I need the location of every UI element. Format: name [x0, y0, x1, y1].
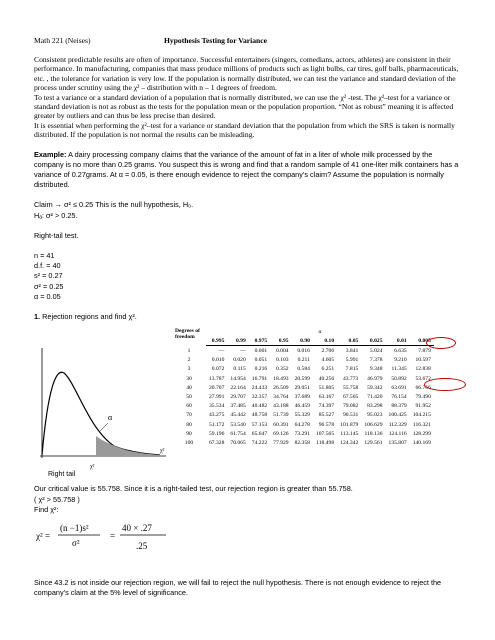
formula-denominator-value: .25 [136, 540, 148, 551]
table-cell: 0.010 [211, 357, 225, 364]
table-cell: 74.397 [318, 403, 335, 410]
table-cell: 50.892 [391, 375, 407, 382]
example-section [34, 150, 461, 191]
table-row [172, 365, 434, 374]
step-1 [34, 312, 461, 322]
table-cell: 27.991 [209, 394, 225, 401]
dof-cell: 50 [186, 394, 192, 401]
test-type: Right-tail test. [34, 230, 79, 240]
table-cell: 0.216 [254, 366, 268, 373]
table-cell: 95.023 [367, 412, 383, 419]
tail-label: Right tail [48, 471, 76, 479]
table-cell: 10.597 [415, 357, 431, 364]
chi-axis-label: χ² [160, 448, 165, 455]
step-text: Rejection regions and find χ². [40, 312, 137, 322]
chi-square-curve-diagram [34, 328, 174, 478]
table-cell: 129.561 [364, 439, 383, 446]
chi-square-table [172, 328, 434, 447]
table-cell: 6.635 [394, 348, 407, 355]
alpha-column-header: 0.05 [337, 336, 361, 346]
table-cell: 79.082 [342, 403, 359, 410]
conclusion: Since 43.2 is not inside our rejection region, we will fail to reject the null hypothesis. There is not enough evidence to reject the company’s claim at the 5% level of significance. [34, 577, 442, 598]
table-cell: 29.051 [294, 384, 310, 391]
table-cell: 43.188 [273, 403, 289, 410]
table-cell: 2.706 [321, 348, 335, 355]
table-cell: 60.391 [273, 421, 289, 428]
table-cell: 0.016 [297, 348, 310, 355]
table-cell: 83.298 [367, 403, 383, 410]
table-cell: 65.647 [251, 430, 268, 437]
find-chi-text: Find χ²: [34, 504, 59, 514]
table-cell: 79.490 [415, 394, 431, 401]
dof-cell: 80 [186, 421, 192, 428]
table-cell: 116.321 [412, 421, 431, 428]
table-cell: 106.629 [364, 421, 383, 428]
chi-critical-label: χ² [90, 464, 95, 471]
alpha-column-header: 0.995 [206, 336, 227, 346]
table-cell: 46.979 [367, 375, 383, 382]
table-cell: 4.605 [321, 357, 335, 364]
table-cell: 66.766 [415, 384, 431, 391]
table-cell: 12.838 [415, 366, 431, 373]
table-cell: 124.342 [340, 439, 359, 446]
table-cell: 53.540 [230, 421, 246, 428]
intro-paragraph-1: Consistent predictable results are often of importance. Successful entertainers (singers, comedians, actors, athletes) are consistent in their performance. In manufacturing, companies that mass produce millions of products such as light bulbs, car tires, golf balls, pharmaceuticals, etc. , the tolerance for variation is very low. If the population is normally distributed, we can test the variance and standard deviation of the process under scrutiny using the χ² – distribution with n – 1 degrees of freedom. [34, 55, 459, 93]
table-cell: 0.001 [254, 348, 268, 355]
rejection-region-text: ( χ² > 55.758 ) [34, 494, 80, 504]
table-header-row [172, 336, 434, 346]
table-cell: 9.210 [394, 357, 407, 364]
table-cell: 104.215 [412, 412, 431, 419]
alpha-column-header: 0.975 [249, 336, 270, 346]
table-cell: 91.952 [415, 403, 431, 410]
table-cell: 82.358 [294, 439, 310, 446]
table-cell: 51.805 [318, 384, 335, 391]
table-cell: 63.167 [318, 394, 335, 401]
dof-cell: 100 [184, 439, 194, 446]
table-row [172, 420, 434, 429]
alpha-pointer [100, 423, 108, 431]
table-cell: 63.691 [391, 384, 407, 391]
table-cell: 0.004 [275, 348, 289, 355]
intro-paragraph-2: To test a variance or a standard deviation of a population that is normally distributed, we can use the χ² -test. The χ²–test for a variance or standard deviation is not as robust as the tests for the population mean or the population proportion. “Not as robust” meaning it is affected greater by outliers and can thus be less precise than desired. [34, 92, 454, 121]
given-alpha: α = 0.05 [34, 291, 61, 301]
table-cell: 90.531 [342, 412, 359, 419]
table-cell: 70.065 [230, 439, 246, 446]
step-number: 1. [34, 312, 41, 322]
table-row [172, 346, 434, 356]
intro-paragraph-3: It is essential when performing the χ²–test for a variance or standard deviation that the population from which the SRS is taken is normally distributed. If the population is not normal the results can be misleading. [34, 120, 455, 140]
table-cell: 85.527 [318, 412, 335, 419]
critical-value-highlight [424, 378, 466, 391]
table-cell: 16.791 [251, 375, 268, 382]
table-cell: 5.024 [369, 348, 383, 355]
table-row [172, 356, 434, 365]
dof-cell: 3 [187, 366, 191, 373]
table-cell: 76.154 [391, 394, 407, 401]
table-cell: 5.991 [345, 357, 359, 364]
table-cell: 40.482 [251, 403, 268, 410]
table-cell: 24.433 [251, 384, 268, 391]
critical-value-text: Our critical value is 55.758. Since it is a right-tailed test, our rejection region is greater than 55.758. [34, 484, 353, 494]
table-cell: 113.145 [340, 430, 359, 437]
table-row [172, 374, 434, 383]
table-cell: 96.578 [318, 421, 335, 428]
table-cell: 73.291 [294, 430, 310, 437]
givens-list [34, 251, 461, 302]
table-cell: 55.758 [342, 384, 359, 391]
alpha-label: α [108, 413, 113, 423]
table-cell: 100.425 [388, 412, 407, 419]
table-cell: 51.172 [209, 421, 225, 428]
table-cell: 128.299 [412, 430, 431, 437]
table-cell: 35.534 [209, 403, 225, 410]
alpha-column-header: 0.025 [361, 336, 385, 346]
alpha-column-header: 0.005 [410, 336, 434, 346]
table-cell: 48.758 [251, 412, 268, 419]
table-cell: 77.929 [273, 439, 289, 446]
chi-square-figure [34, 328, 461, 478]
table-cell: 59.342 [367, 384, 383, 391]
table-row [172, 429, 434, 438]
table-cell: 135.807 [388, 439, 407, 446]
page-header [34, 36, 461, 48]
dof-cell: 60 [186, 403, 192, 410]
table-cell: 57.153 [251, 421, 268, 428]
table-cell: 0.211 [297, 357, 310, 364]
dof-cell: 2 [187, 357, 191, 364]
test-statistic-formula [34, 515, 234, 557]
table-cell: 6.251 [321, 366, 335, 373]
table-cell: 118.136 [364, 430, 383, 437]
table-cell: 0.352 [275, 366, 289, 373]
table-cell: 0.020 [233, 357, 246, 364]
table-cell: 71.420 [367, 394, 383, 401]
course-label: Math 221 (Neises) [34, 36, 91, 45]
alpha-column-header: 0.10 [313, 336, 337, 346]
table-cell: 14.954 [230, 375, 246, 382]
table-row [172, 411, 434, 420]
table-cell: 3.841 [345, 348, 359, 355]
table-row [172, 438, 434, 447]
dof-cell: 70 [186, 412, 192, 419]
table-cell: 51.739 [273, 412, 289, 419]
table-alpha-row [172, 328, 434, 336]
dof-cell: 1 [187, 347, 191, 354]
null-hypothesis: Claim → σ² ≤ 0.25 This is the null hypothesis, H₀. [34, 200, 194, 210]
page-title: Hypothesis Testing for Variance [164, 36, 268, 45]
table-cell: 74.222 [251, 439, 268, 446]
intro-section [34, 55, 461, 140]
table-cell: 0.103 [275, 357, 289, 364]
formula-denominator: σ² [72, 537, 80, 548]
table-cell: 20.599 [294, 375, 310, 382]
table-cell: 22.164 [230, 384, 246, 391]
table-cell: 118.498 [316, 439, 335, 446]
alpha-header: α [318, 329, 322, 336]
table-cell: 9.348 [369, 366, 383, 373]
table-cell: 46.459 [294, 403, 310, 410]
table-cell: 26.509 [273, 384, 289, 391]
table-cell: 43.275 [209, 412, 225, 419]
dof-cell: 40 [186, 384, 192, 391]
given-pop-variance: σ² = 0.25 [34, 281, 64, 291]
table-cell: 7.378 [369, 357, 383, 364]
alpha-column-header: 0.90 [292, 336, 313, 346]
table-cell: 7.879 [418, 348, 431, 355]
table-row [172, 402, 434, 411]
table-cell: 7.815 [345, 366, 359, 373]
table-cell: 124.116 [388, 430, 407, 437]
alpha-column-header: 0.95 [270, 336, 291, 346]
table-cell: 0.072 [211, 366, 225, 373]
alpha-column-header: 0.01 [386, 336, 410, 346]
table-cell: 0.115 [233, 366, 246, 373]
formula-numerator-values: 40 × .27 [122, 522, 152, 533]
given-df: d.f. = 40 [34, 261, 61, 271]
table-cell: 34.764 [273, 394, 289, 401]
table-cell: 101.879 [340, 421, 359, 428]
dof-cell: 90 [186, 430, 192, 437]
formula-equals: = [110, 530, 116, 541]
table-cell: 11.345 [391, 366, 407, 373]
table-cell: — [240, 348, 246, 355]
alpha-column-header: 0.99 [227, 336, 248, 346]
table-cell: 45.442 [230, 412, 246, 419]
example-label: Example: [34, 149, 67, 159]
table-cell: 40.256 [318, 375, 335, 382]
hypotheses [34, 200, 461, 220]
table-cell: 59.196 [209, 430, 225, 437]
table-cell: 61.754 [230, 430, 246, 437]
table-cell: 107.565 [315, 430, 335, 437]
table-cell: 67.328 [209, 439, 225, 446]
table-cell: 0.051 [254, 357, 268, 364]
table-cell: 32.357 [251, 394, 268, 401]
table-cell: 43.773 [342, 375, 359, 382]
alpha-column-highlight [426, 337, 456, 349]
table-cell: 69.126 [273, 430, 289, 437]
dof-header: Degrees of freedom [175, 328, 200, 341]
given-sample-variance: s² = 0.27 [34, 271, 63, 281]
formula-lhs: χ² = [36, 530, 51, 541]
table-cell: 67.505 [342, 394, 359, 401]
table-row [172, 383, 434, 392]
table-cell: 0.584 [297, 366, 310, 373]
example-text: A dairy processing company claims that the variance of the amount of fat in a liter of whole milk processed by the company is no more than 0.25 grams. You suspect this is wrong and find that a random sample of 41 one-liter milk containers has a variance of 0.27grams. At α = 0.05, is there enough evidence to reject the company’s claim? Assume the population is normally distributed. [34, 149, 459, 190]
alt-hypothesis: Hₐ: σ² > 0.25. [34, 210, 78, 220]
table-cell: 88.379 [391, 403, 407, 410]
dof-cell: 30 [186, 375, 192, 382]
table-cell: 37.689 [294, 394, 310, 401]
table-cell: 53.672 [415, 375, 431, 382]
critical-section [34, 484, 461, 515]
table-cell: 112.329 [388, 421, 407, 428]
given-n: n = 41 [34, 251, 55, 261]
table-row [172, 392, 434, 401]
table-cell: 29.707 [230, 394, 246, 401]
table-cell: 64.278 [294, 421, 310, 428]
formula-numerator: (n −1)s² [60, 522, 89, 533]
table-cell: 18.493 [273, 375, 289, 382]
table-cell: 20.707 [209, 384, 225, 391]
table-cell: 13.787 [209, 375, 225, 382]
table-cell: — [218, 348, 225, 355]
table-cell: 55.329 [294, 412, 310, 419]
table-cell: 140.169 [412, 439, 431, 446]
table-cell: 37.485 [230, 403, 246, 410]
